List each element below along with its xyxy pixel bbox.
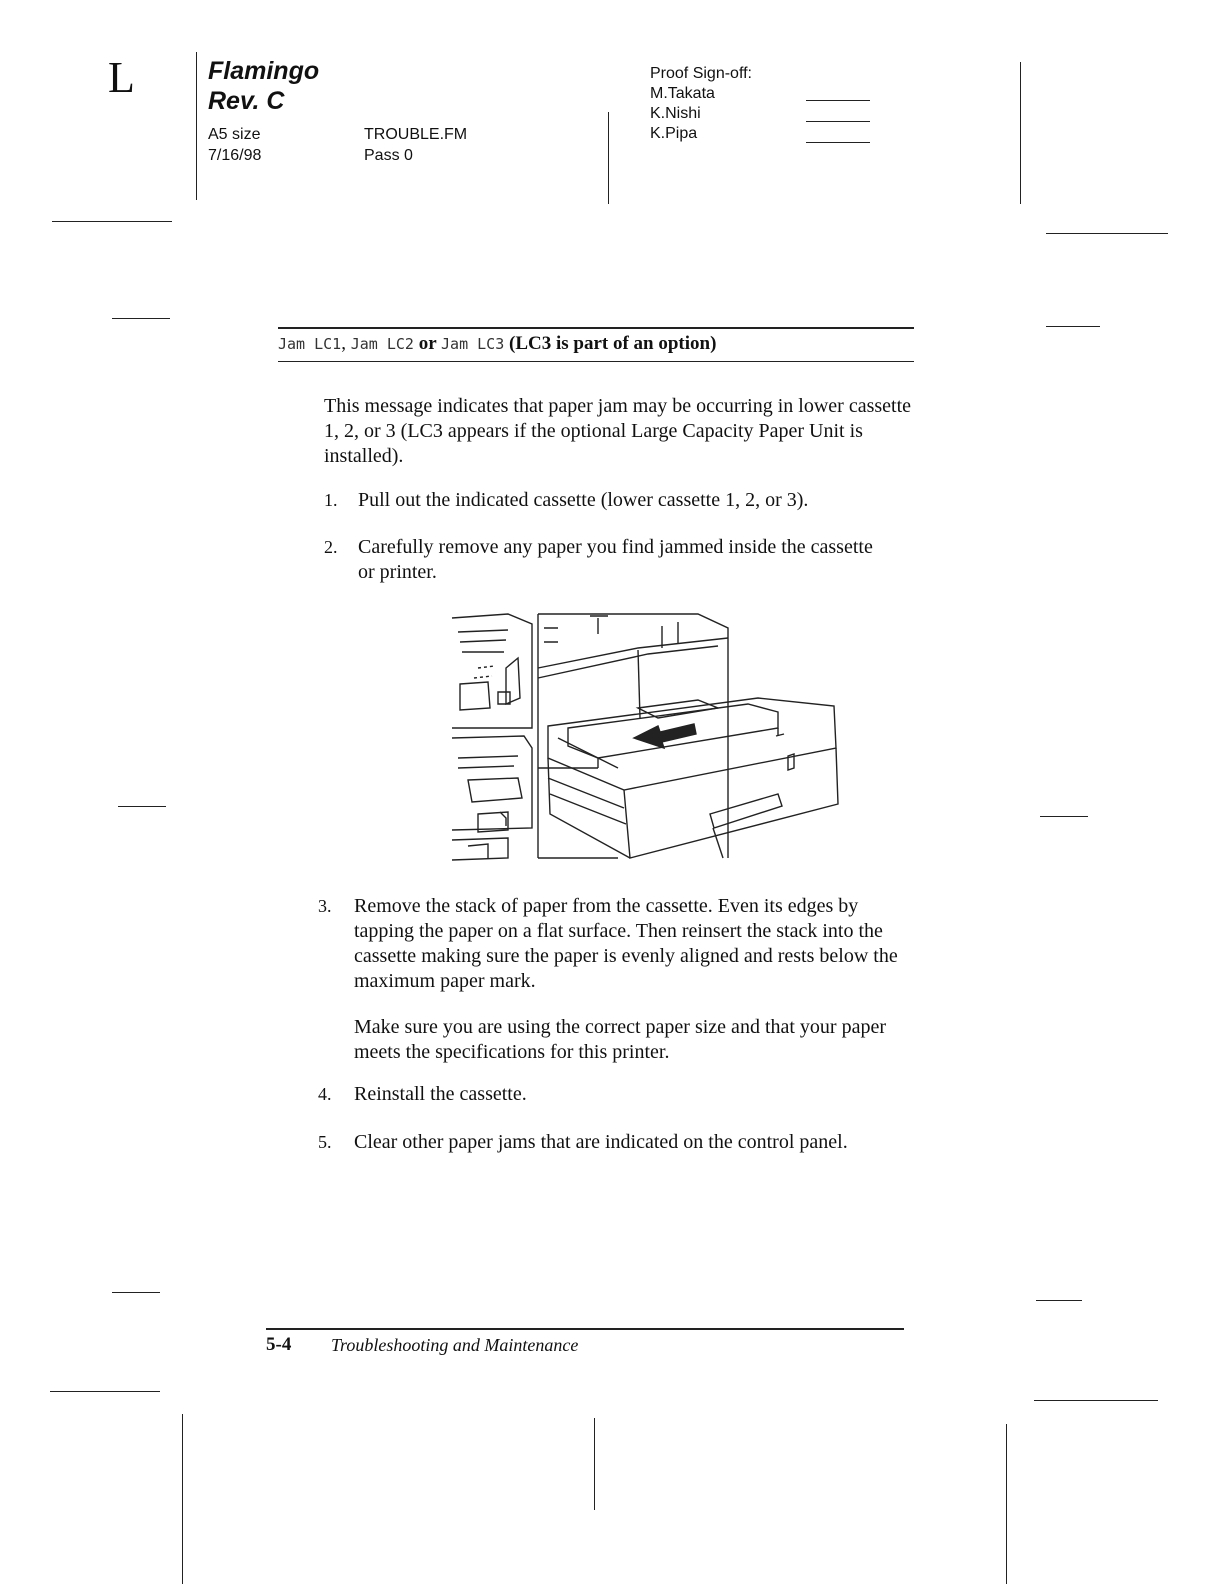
page-number: 5-4 — [266, 1334, 292, 1355]
cmd-jam-lc3: Jam LC3 — [441, 335, 505, 353]
crop-mark — [112, 318, 170, 319]
signature-line — [806, 121, 870, 122]
step-text: Carefully remove any paper you find jammed inside the cassette or printer. — [358, 536, 873, 583]
doc-size: A5 size — [208, 126, 261, 143]
intro-paragraph: This message indicates that paper jam may be occurring in lower cassette 1, 2, or 3 (LC3 appears if the optional Large Capacity Paper Unit is installed). — [324, 395, 912, 467]
corner-letter: L — [108, 53, 135, 102]
crop-mark — [608, 112, 609, 204]
footer-rule — [266, 1328, 904, 1330]
step-number: 4. — [318, 1084, 332, 1104]
crop-mark — [1036, 1300, 1082, 1301]
step-number: 2. — [324, 537, 338, 557]
doc-pass: Pass 0 — [364, 147, 413, 164]
step-note: Make sure you are using the correct paper size and that your paper meets the specifications for this printer. — [354, 1016, 887, 1063]
crop-mark — [182, 1414, 183, 1584]
project-title — [208, 56, 319, 116]
step-number: 1. — [324, 490, 338, 510]
step-text: Pull out the indicated cassette (lower cassette 1, 2, or 3). — [358, 489, 809, 511]
step-number: 5. — [318, 1132, 332, 1152]
crop-mark — [1020, 62, 1021, 204]
heading-separator: or — [413, 333, 442, 354]
step-text: Remove the stack of paper from the cassette. Even its edges by tapping the paper on a flat surface. Then reinsert the stack into the cassette making sure the paper is evenly aligned and rests below the maximum paper mark. — [354, 895, 898, 992]
doc-file-pass — [364, 124, 467, 166]
project-name: Flamingo — [208, 57, 320, 85]
crop-mark — [52, 221, 172, 222]
crop-mark — [1034, 1400, 1158, 1401]
step-text: Clear other paper jams that are indicated on the control panel. — [354, 1131, 848, 1153]
doc-date: 7/16/98 — [208, 147, 262, 164]
crop-mark — [594, 1418, 595, 1510]
cmd-jam-lc1: Jam LC1 — [278, 335, 342, 353]
crop-mark — [50, 1391, 160, 1392]
crop-mark — [1046, 326, 1100, 327]
signature-line — [806, 100, 870, 101]
step-number: 3. — [318, 896, 332, 916]
doc-filename: TROUBLE.FM — [364, 126, 468, 143]
crop-mark — [1040, 816, 1088, 817]
proof-signoff — [650, 64, 752, 144]
cmd-jam-lc2: Jam LC2 — [350, 335, 414, 353]
crop-mark — [112, 1292, 160, 1293]
section-heading — [278, 333, 716, 355]
crop-mark — [118, 806, 166, 807]
doc-size-date — [208, 124, 261, 166]
signer-name: K.Nishi — [650, 105, 701, 122]
crop-mark — [1046, 233, 1168, 234]
step-text: Reinstall the cassette. — [354, 1083, 527, 1105]
signer-name: M.Takata — [650, 85, 715, 102]
signer-name: K.Pipa — [650, 125, 698, 142]
crop-mark — [196, 52, 197, 200]
chapter-title: Troubleshooting and Maintenance — [331, 1335, 579, 1355]
signature-line — [806, 142, 870, 143]
heading-separator: , — [341, 333, 351, 354]
project-revision: Rev. C — [208, 87, 285, 115]
section-rule-top — [278, 327, 914, 329]
proof-label: Proof Sign-off: — [650, 65, 752, 82]
section-rule-bottom — [278, 361, 914, 362]
heading-note: (LC3 is part of an option) — [504, 333, 717, 354]
crop-mark — [1006, 1424, 1007, 1584]
cassette-illustration — [448, 608, 848, 864]
